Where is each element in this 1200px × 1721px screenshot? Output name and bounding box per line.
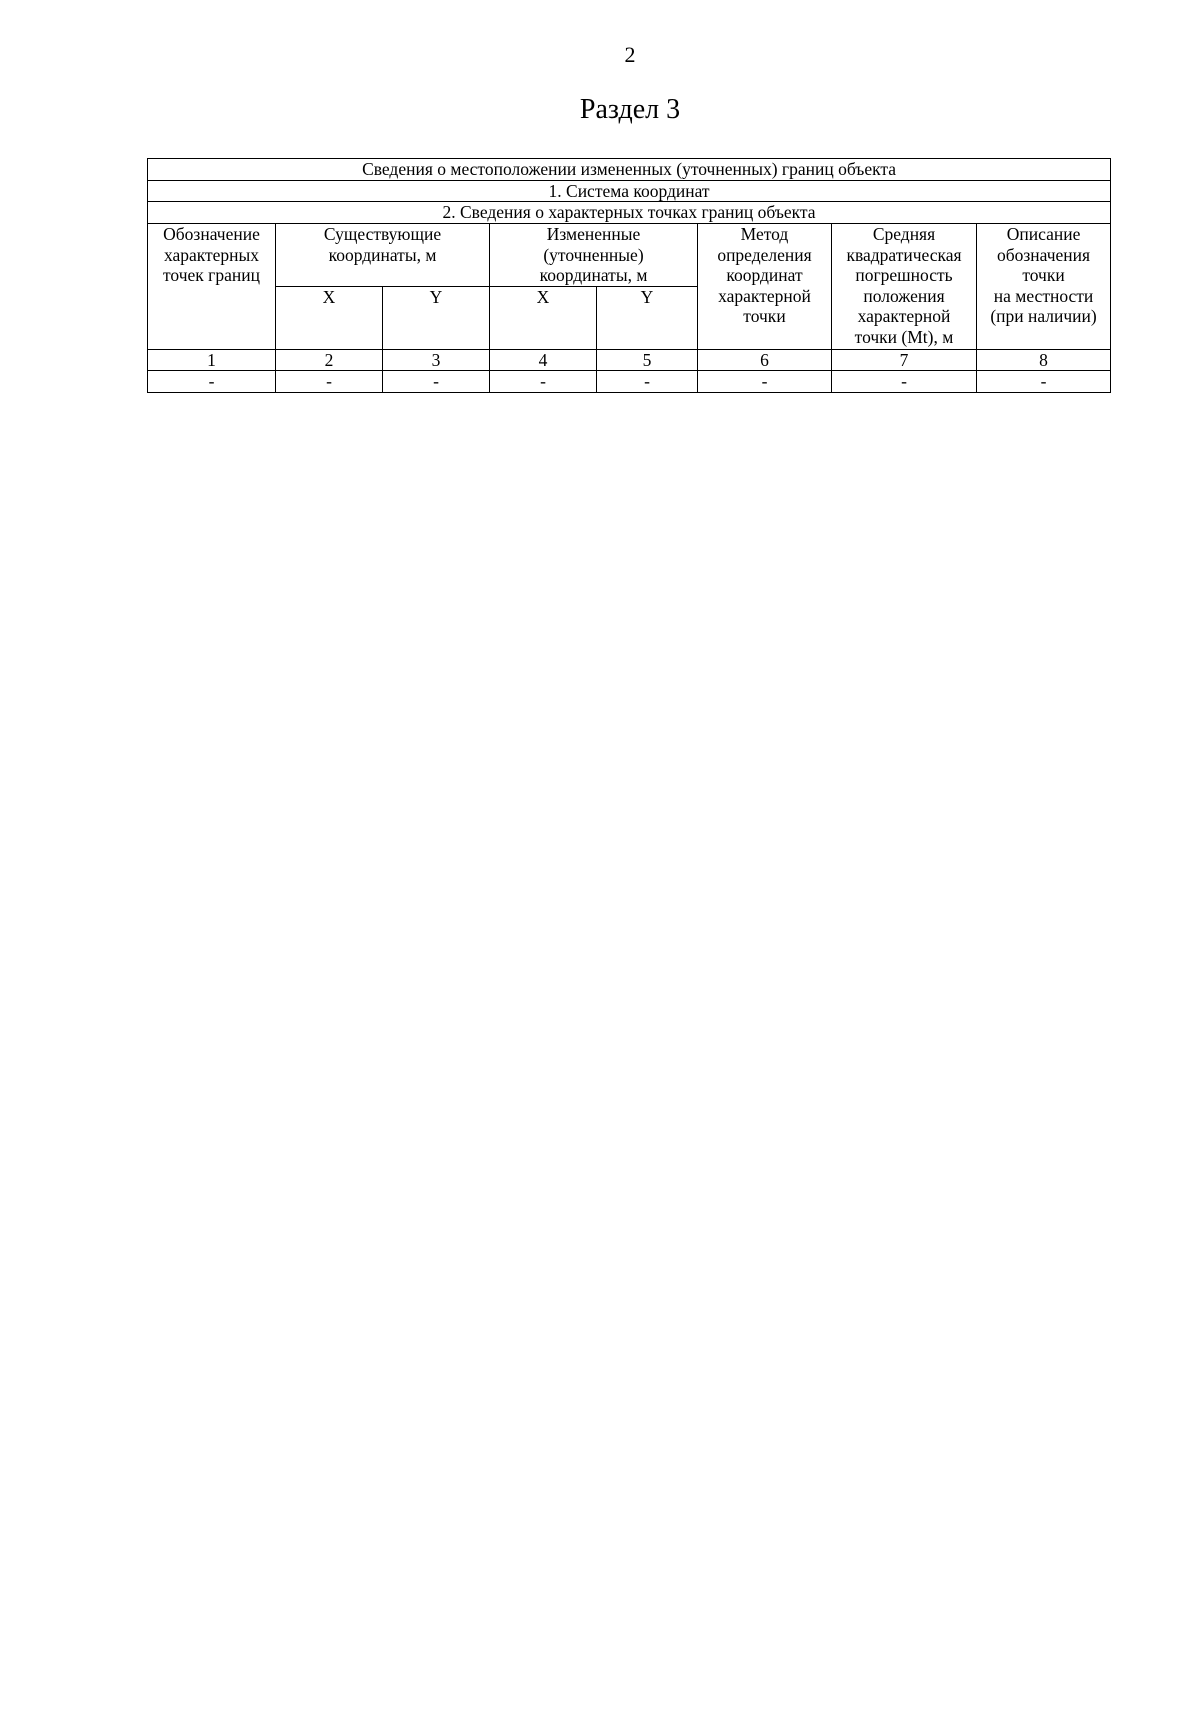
header-description-line: Описание: [1006, 223, 1081, 244]
header-changed-x: X: [490, 286, 597, 349]
section-title: Раздел 3: [579, 94, 681, 125]
header-error-line: точки (Mt), м: [854, 327, 954, 348]
header-designation-line: характерных: [163, 244, 260, 265]
header-designation-line: Обозначение: [163, 223, 260, 244]
header-designation-line: точек границ: [163, 265, 260, 286]
header-changed-line: (уточненные): [543, 244, 644, 265]
header-point-description: [977, 223, 1111, 349]
column-number: 7: [832, 349, 977, 371]
table-cell: -: [148, 371, 276, 393]
table-cell: -: [490, 371, 597, 393]
header-existing-line: Существующие: [323, 223, 442, 244]
coordinate-system-row: 1. Система координат: [148, 180, 1111, 202]
page-number: 2: [624, 42, 636, 67]
header-error-line: положения: [863, 285, 945, 306]
table-cell: -: [698, 371, 832, 393]
header-method-line: Метод: [740, 223, 789, 244]
table-cell: -: [832, 371, 977, 393]
table-cell: -: [597, 371, 698, 393]
header-method: [698, 223, 832, 349]
header-description-line: (при наличии): [990, 306, 1097, 327]
table-cell: -: [383, 371, 490, 393]
boundary-points-table: [147, 158, 1111, 393]
boundary-points-row: 2. Сведения о характерных точках границ объекта: [148, 202, 1111, 224]
header-existing-y: Y: [383, 286, 490, 349]
header-error-line: характерной: [857, 306, 951, 327]
column-number: 6: [698, 349, 832, 371]
header-method-line: характерной: [718, 285, 811, 306]
table-cell: -: [276, 371, 383, 393]
column-number: 3: [383, 349, 490, 371]
header-error-line: Средняя: [872, 223, 936, 244]
header-mean-square-error: [832, 223, 977, 349]
column-number: 5: [597, 349, 698, 371]
header-method-line: определения: [717, 244, 812, 265]
table-cell: -: [977, 371, 1111, 393]
header-changed-line: Измененные: [546, 223, 641, 244]
header-existing-line: координаты, м: [328, 244, 437, 265]
header-changed-y: Y: [597, 286, 698, 349]
header-error-line: квадратическая: [846, 244, 962, 265]
table-row: [148, 371, 1111, 393]
column-number: 2: [276, 349, 383, 371]
column-number: 8: [977, 349, 1111, 371]
header-description-line: точки: [1022, 265, 1065, 286]
header-designation: [148, 223, 276, 349]
column-number: 4: [490, 349, 597, 371]
header-existing-x: X: [276, 286, 383, 349]
header-existing-coordinates: [276, 223, 490, 286]
header-changed-line: координаты, м: [539, 265, 648, 286]
header-changed-coordinates: [490, 223, 698, 286]
header-method-line: точки: [743, 306, 786, 327]
table-title: Сведения о местоположении измененных (уточненных) границ объекта: [148, 159, 1111, 181]
header-method-line: координат: [726, 265, 803, 286]
header-error-line: погрешность: [855, 265, 953, 286]
column-number: 1: [148, 349, 276, 371]
header-description-line: обозначения: [996, 244, 1091, 265]
header-description-line: на местности: [993, 285, 1094, 306]
